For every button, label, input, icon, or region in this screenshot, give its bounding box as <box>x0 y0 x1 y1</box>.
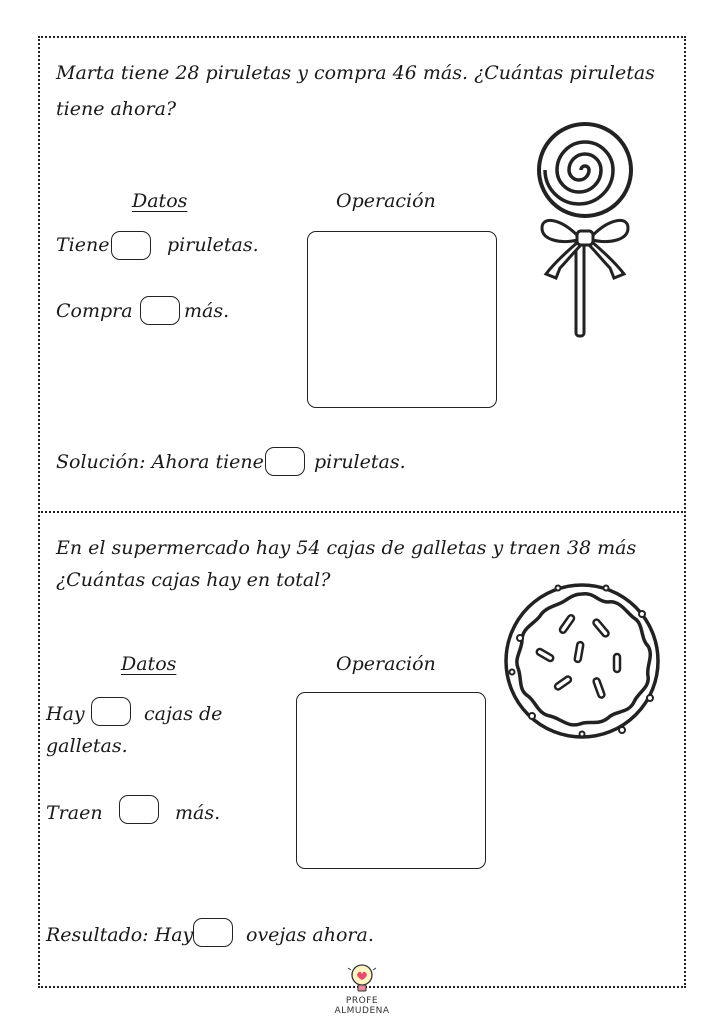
problem1-solution-answer-box[interactable] <box>265 447 305 476</box>
problem2-datos-heading: Datos <box>121 653 177 675</box>
problem2-question-line1: En el supermercado hay 54 cajas de galletas y traen 38 más <box>56 537 637 559</box>
problem2-hay-answer-box[interactable] <box>91 697 131 726</box>
problem1-datos-heading: Datos <box>132 190 188 212</box>
lightbulb-icon <box>344 962 380 996</box>
problem2-hay-unit-line1: cajas de <box>144 703 223 725</box>
problem1-operacion-heading: Operación <box>336 190 436 212</box>
cookie-icon <box>502 580 662 742</box>
problem2-result-unit: ovejas ahora. <box>246 924 374 946</box>
problem1-tiene-label: Tiene <box>56 234 110 256</box>
problem1-question-line2: tiene ahora? <box>56 98 177 120</box>
problem1-solution-unit: piruletas. <box>314 451 406 473</box>
problem2-result-answer-box[interactable] <box>193 918 233 947</box>
problem2-question-line2: ¿Cuántas cajas hay en total? <box>56 569 331 591</box>
problem2-traen-label: Traen <box>46 802 103 824</box>
problem2-result-label: Resultado: Hay <box>46 924 194 946</box>
problem1-compra-unit: más. <box>184 300 230 322</box>
problem1-compra-label: Compra <box>56 300 133 322</box>
problem2-operation-box[interactable] <box>296 692 486 869</box>
problem1-tiene-answer-box[interactable] <box>111 231 151 260</box>
lollipop-icon <box>530 118 640 340</box>
problem1-solution-label: Solución: Ahora tiene <box>56 451 264 473</box>
problem2-operacion-heading: Operación <box>336 653 436 675</box>
problem2-hay-unit-line2: galletas. <box>46 735 128 757</box>
footer-brand: PROFE ALMUDENA <box>334 996 390 1016</box>
problem1-question-line1: Marta tiene 28 piruletas y compra 46 más. ¿Cuántas piruletas <box>56 62 655 84</box>
problem1-compra-answer-box[interactable] <box>140 296 180 325</box>
problem1-operation-box[interactable] <box>307 231 497 408</box>
problem2-traen-unit: más. <box>175 802 221 824</box>
problem2-traen-answer-box[interactable] <box>119 795 159 824</box>
section-divider <box>38 511 686 513</box>
problem1-tiene-unit: piruletas. <box>167 234 259 256</box>
problem2-hay-label: Hay <box>46 703 85 725</box>
